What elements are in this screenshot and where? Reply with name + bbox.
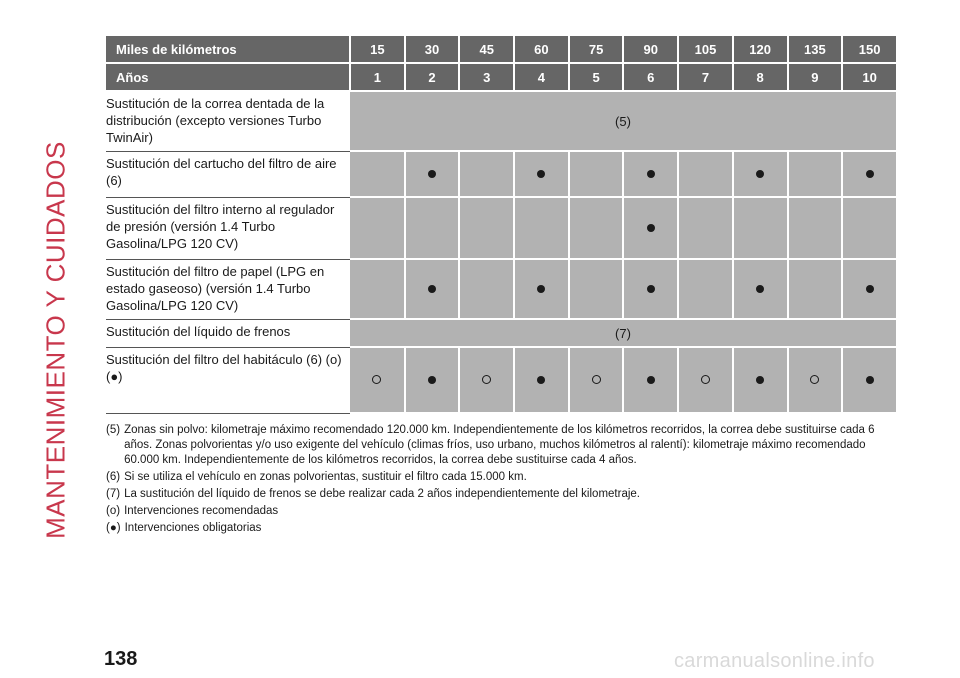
footnote-key: (o) <box>106 505 121 517</box>
footnote-text: Intervenciones recomendadas <box>124 505 279 517</box>
recommended-circle-icon <box>592 375 601 384</box>
header-years-row-value: 4 <box>514 63 569 91</box>
row-label: Sustitución del filtro de papel (LPG en estado gaseoso) (versión 1.4 Turbo Gasolina/LPG 120 CV) <box>106 259 350 319</box>
mandatory-dot-icon <box>428 170 436 178</box>
page-number: 138 <box>104 648 138 670</box>
row-label: Sustitución del líquido de frenos <box>106 319 350 347</box>
interval-cell <box>350 197 405 259</box>
header-km-row-value: 60 <box>514 36 569 63</box>
interval-cell <box>623 197 678 259</box>
row-label: Sustitución del filtro del habitáculo (6) (o) (●) <box>106 347 350 413</box>
mandatory-dot-icon <box>756 170 764 178</box>
interval-cell <box>623 151 678 197</box>
header-years-row-value: 1 <box>350 63 405 91</box>
table-row <box>106 347 897 413</box>
mandatory-dot-icon <box>537 170 545 178</box>
footnote-key: (7) <box>106 488 121 500</box>
header-years-row-value: 5 <box>569 63 624 91</box>
section-title-text: MANTENIMIENTO Y CUIDADOS <box>40 141 71 539</box>
span-note: (7) <box>350 319 897 347</box>
row-label: Sustitución del cartucho del filtro de aire (6) <box>106 151 350 197</box>
interval-cell <box>788 151 843 197</box>
header-years-row <box>106 63 897 91</box>
interval-cell <box>678 347 733 413</box>
maintenance-table <box>106 36 898 414</box>
footnote-key: (6) <box>106 471 121 483</box>
footnote-text: Intervenciones obligatorias <box>124 522 262 534</box>
interval-cell <box>842 259 897 319</box>
interval-cell <box>842 197 897 259</box>
header-km-row-value: 15 <box>350 36 405 63</box>
header-km-row-value: 135 <box>788 36 843 63</box>
interval-cell <box>842 151 897 197</box>
header-km-row-value: 150 <box>842 36 897 63</box>
footnote-text: La sustitución del líquido de frenos se debe realizar cada 2 años independientemente del kilometraje. <box>124 488 640 500</box>
interval-cell <box>459 347 514 413</box>
interval-cell <box>514 197 569 259</box>
table-row <box>106 197 897 259</box>
recommended-circle-icon <box>482 375 491 384</box>
table-row <box>106 259 897 319</box>
header-km-row-value: 105 <box>678 36 733 63</box>
row-label: Sustitución del filtro interno al regulador de presión (versión 1.4 Turbo Gasolina/LPG 120 CV) <box>106 197 350 259</box>
recommended-circle-icon <box>810 375 819 384</box>
interval-cell <box>405 259 460 319</box>
interval-cell <box>514 259 569 319</box>
mandatory-dot-icon <box>647 224 655 232</box>
watermark: carmanualsonline.info <box>674 650 875 672</box>
footnote <box>106 504 898 519</box>
interval-cell <box>569 197 624 259</box>
interval-cell <box>678 197 733 259</box>
interval-cell <box>733 259 788 319</box>
footnote <box>106 487 898 502</box>
header-km-row-value: 30 <box>405 36 460 63</box>
mandatory-dot-icon <box>428 376 436 384</box>
interval-cell <box>350 151 405 197</box>
mandatory-dot-icon <box>756 285 764 293</box>
row-label: Sustitución de la correa dentada de la distribución (excepto versiones Turbo TwinAir) <box>106 91 350 151</box>
interval-cell <box>842 347 897 413</box>
interval-cell <box>623 259 678 319</box>
mandatory-dot-icon <box>647 170 655 178</box>
span-note: (5) <box>350 91 897 151</box>
footnote-key: (●) <box>106 522 121 534</box>
interval-cell <box>678 259 733 319</box>
header-years-row-value: 8 <box>733 63 788 91</box>
mandatory-dot-icon <box>756 376 764 384</box>
table-row <box>106 319 897 347</box>
mandatory-dot-icon <box>537 376 545 384</box>
interval-cell <box>514 347 569 413</box>
interval-cell <box>350 259 405 319</box>
interval-cell <box>350 347 405 413</box>
footnote <box>106 423 898 468</box>
header-km-row <box>106 36 897 63</box>
footnotes <box>106 423 898 538</box>
mandatory-dot-icon <box>866 285 874 293</box>
footnote <box>106 521 898 536</box>
recommended-circle-icon <box>372 375 381 384</box>
interval-cell <box>788 197 843 259</box>
interval-cell <box>459 259 514 319</box>
interval-cell <box>733 151 788 197</box>
header-km-row-value: 75 <box>569 36 624 63</box>
recommended-circle-icon <box>701 375 710 384</box>
mandatory-dot-icon <box>647 285 655 293</box>
header-years-row-value: 2 <box>405 63 460 91</box>
table-row <box>106 91 897 151</box>
interval-cell <box>459 197 514 259</box>
footnote-key: (5) <box>106 424 121 436</box>
header-km-row-value: 120 <box>733 36 788 63</box>
mandatory-dot-icon <box>537 285 545 293</box>
footnote-text: Zonas sin polvo: kilometraje máximo recomendado 120.000 km. Independientemente de los kilómetros recorridos, la correa debe sustituirse cada 6 años. Zonas polvorientas y/o uso exigente del vehículo (climas fríos, uso urbano, muchos kilómetros al ralentí): kilometraje máximo recomendado 60.000 km. Independientemente de los kilómetros recorridos, la correa debe sustituirse cada 4 años. <box>124 424 875 466</box>
footnote-text: Si se utiliza el vehículo en zonas polvorientas, sustituir el filtro cada 15.000 km. <box>124 471 527 483</box>
header-km-row-value: 45 <box>459 36 514 63</box>
header-km-row-value: 90 <box>623 36 678 63</box>
header-km-row-label: Miles de kilómetros <box>106 36 350 63</box>
interval-cell <box>569 151 624 197</box>
interval-cell <box>514 151 569 197</box>
interval-cell <box>733 197 788 259</box>
interval-cell <box>733 347 788 413</box>
interval-cell <box>405 151 460 197</box>
mandatory-dot-icon <box>428 285 436 293</box>
interval-cell <box>569 259 624 319</box>
header-years-row-value: 7 <box>678 63 733 91</box>
header-years-row-value: 9 <box>788 63 843 91</box>
footnote <box>106 470 898 485</box>
header-years-row-label: Años <box>106 63 350 91</box>
mandatory-dot-icon <box>647 376 655 384</box>
mandatory-dot-icon <box>866 170 874 178</box>
interval-cell <box>459 151 514 197</box>
header-years-row-value: 10 <box>842 63 897 91</box>
header-years-row-value: 6 <box>623 63 678 91</box>
interval-cell <box>788 347 843 413</box>
interval-cell <box>678 151 733 197</box>
interval-cell <box>623 347 678 413</box>
table-row <box>106 151 897 197</box>
interval-cell <box>788 259 843 319</box>
header-years-row-value: 3 <box>459 63 514 91</box>
interval-cell <box>405 197 460 259</box>
mandatory-dot-icon <box>866 376 874 384</box>
maintenance-table-body <box>106 36 897 413</box>
interval-cell <box>405 347 460 413</box>
interval-cell <box>569 347 624 413</box>
